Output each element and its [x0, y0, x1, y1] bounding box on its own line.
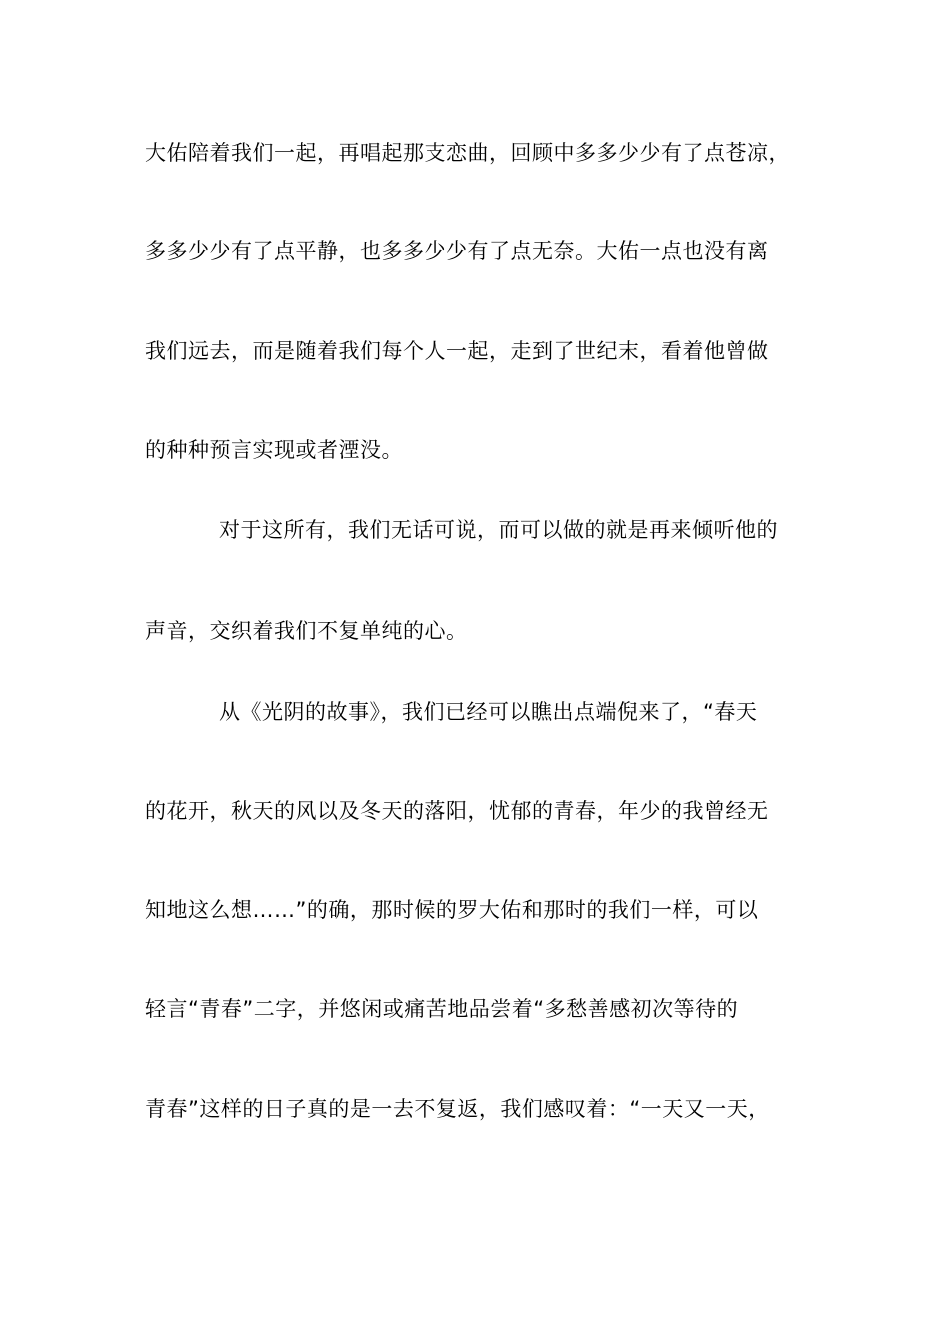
text-line: 我们远去，而是随着我们每个人一起，走到了世纪末，看着他曾做: [145, 339, 769, 363]
paragraph-first-line: 从《光阴的故事》，我们已经可以瞧出点端倪来了，“春天: [219, 700, 758, 724]
text-line: 大佑陪着我们一起，再唱起那支恋曲，回顾中多多少少有了点苍凉，: [145, 141, 790, 165]
text-line: 多多少少有了点平静，也多多少少有了点无奈。大佑一点也没有离: [145, 239, 769, 263]
text-line: 轻言“青春”二字，并悠闲或痛苦地品尝着“多愁善感初次等待的: [145, 997, 739, 1021]
text-line: 青春”这样的日子真的是一去不复返，我们感叹着：“一天又一天，: [145, 1097, 770, 1121]
paragraph-first-line: 对于这所有，我们无话可说，而可以做的就是再来倾听他的: [219, 518, 778, 542]
text-line: 的种种预言实现或者湮没。: [145, 438, 403, 462]
text-line: 的花开，秋天的风以及冬天的落阳，忧郁的青春，年少的我曾经无: [145, 799, 769, 823]
text-line: 知地这么想……”的确，那时候的罗大佑和那时的我们一样，可以: [145, 898, 759, 922]
text-line: 声音，交织着我们不复单纯的心。: [145, 619, 468, 643]
